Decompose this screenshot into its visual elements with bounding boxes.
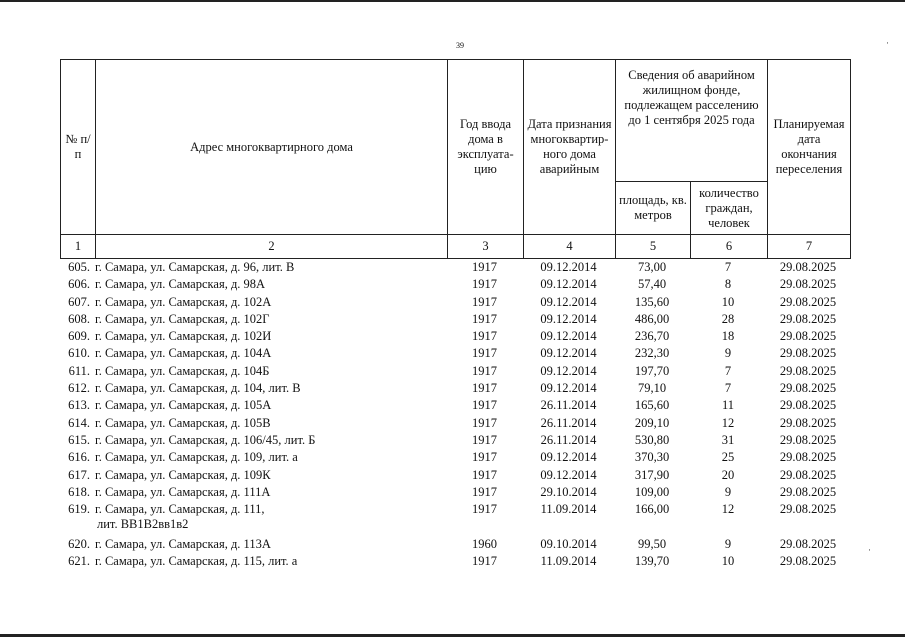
header-index-5: 5 (616, 235, 691, 259)
row-year: 1917 (472, 432, 497, 447)
header-index-3: 3 (448, 235, 524, 259)
header-num: № п/п (61, 60, 96, 235)
row-date: 11.09.2014 (540, 502, 597, 517)
row-year: 1917 (472, 484, 497, 499)
row-address (93, 260, 446, 277)
row-address (93, 537, 446, 554)
row-area: 166,00 (634, 502, 670, 517)
table-row (60, 295, 850, 312)
scan-speck: · (868, 545, 871, 555)
row-address-line: г. Самара, ул. Самарская, д. 104Б (95, 363, 270, 378)
row-area: 209,10 (634, 415, 670, 430)
row-address (93, 433, 446, 450)
row-number: 618. (68, 484, 90, 499)
row-end-date: 29.08.2025 (779, 537, 837, 552)
header-date: Дата признания многоквартир-ного дома аварийным (524, 60, 616, 235)
table-row (60, 450, 850, 467)
row-people: 7 (724, 363, 732, 378)
row-area: 99,50 (637, 537, 667, 552)
row-end-date: 29.08.2025 (779, 260, 837, 274)
row-area: 197,70 (634, 363, 670, 378)
row-number: 613. (68, 398, 90, 413)
row-date: 09.12.2014 (540, 346, 597, 361)
row-area: 370,30 (634, 450, 670, 465)
row-end-date: 29.08.2025 (779, 484, 837, 499)
row-end-date: 29.08.2025 (779, 467, 837, 482)
header-end-date: Планируемая дата окончания переселения (768, 60, 851, 235)
row-area: 165,60 (634, 398, 670, 413)
row-number: 620. (68, 537, 90, 552)
row-year: 1917 (472, 415, 497, 430)
row-year: 1917 (472, 346, 497, 361)
row-address-line: г. Самара, ул. Самарская, д. 111, (95, 502, 265, 517)
row-address (93, 416, 446, 433)
row-address-line: г. Самара, ул. Самарская, д. 115, лит. а (95, 554, 298, 569)
row-number: 619. (68, 502, 90, 517)
row-address-line: г. Самара, ул. Самарская, д. 104, лит. В (95, 381, 301, 396)
row-people: 12 (721, 502, 735, 517)
table-row (60, 537, 850, 554)
row-people: 12 (721, 415, 735, 430)
row-address (93, 502, 446, 537)
row-people: 31 (721, 432, 735, 447)
row-date: 09.12.2014 (540, 294, 597, 309)
row-year: 1960 (472, 537, 497, 552)
row-address (93, 329, 446, 346)
row-date: 09.12.2014 (540, 467, 597, 482)
table-row (60, 433, 850, 450)
row-year: 1917 (472, 502, 497, 517)
row-year: 1917 (472, 398, 497, 413)
row-people: 28 (721, 311, 735, 326)
row-number: 612. (68, 381, 90, 396)
table-row (60, 346, 850, 363)
row-area: 236,70 (634, 329, 670, 344)
header-index-2: 2 (96, 235, 448, 259)
table-row (60, 381, 850, 398)
header-index-4: 4 (524, 235, 616, 259)
row-address-line: г. Самара, ул. Самарская, д. 98А (95, 277, 266, 292)
row-year: 1917 (472, 311, 497, 326)
header-index-1: 1 (61, 235, 96, 259)
page-number: 39 (456, 41, 464, 50)
housing-table-body (60, 260, 850, 572)
row-date: 26.11.2014 (540, 398, 597, 413)
row-people: 11 (721, 398, 735, 413)
table-row (60, 502, 850, 537)
row-area: 317,90 (634, 467, 670, 482)
row-date: 26.11.2014 (540, 432, 597, 447)
row-year: 1917 (472, 294, 497, 309)
row-address (93, 295, 446, 312)
row-date: 11.09.2014 (540, 554, 597, 569)
row-end-date: 29.08.2025 (779, 346, 837, 361)
row-address (93, 277, 446, 294)
row-year: 1917 (472, 329, 497, 344)
row-people: 10 (721, 294, 735, 309)
row-address (93, 554, 446, 571)
row-end-date: 29.08.2025 (779, 363, 837, 378)
row-end-date: 29.08.2025 (779, 502, 837, 517)
row-date: 26.11.2014 (540, 415, 597, 430)
row-end-date: 29.08.2025 (779, 329, 837, 344)
row-number: 611. (68, 363, 90, 378)
row-year: 1917 (472, 554, 497, 569)
row-end-date: 29.08.2025 (779, 415, 837, 430)
header-address: Адрес многоквартирного дома (96, 60, 448, 235)
row-address (93, 398, 446, 415)
row-people: 10 (721, 554, 735, 569)
table-row (60, 416, 850, 433)
row-people: 9 (724, 484, 732, 499)
header-index-7: 7 (768, 235, 851, 259)
row-people: 25 (721, 450, 735, 465)
row-number: 606. (68, 277, 90, 292)
row-address (93, 450, 446, 467)
row-area: 73,00 (637, 260, 667, 274)
header-index-6: 6 (691, 235, 768, 259)
row-people: 7 (724, 381, 732, 396)
row-address-line: г. Самара, ул. Самарская, д. 105В (95, 415, 271, 430)
header-area: площадь, кв. метров (616, 182, 691, 235)
row-address (93, 381, 446, 398)
row-address-line: г. Самара, ул. Самарская, д. 104А (95, 346, 272, 361)
row-address (93, 364, 446, 381)
row-number: 615. (68, 432, 90, 447)
row-address-line: г. Самара, ул. Самарская, д. 105А (95, 398, 272, 413)
row-end-date: 29.08.2025 (779, 311, 837, 326)
row-people: 18 (721, 329, 735, 344)
row-year: 1917 (472, 467, 497, 482)
row-address-line: г. Самара, ул. Самарская, д. 113А (95, 537, 271, 552)
row-area: 109,00 (634, 484, 670, 499)
table-row (60, 398, 850, 415)
row-people: 7 (724, 260, 732, 274)
row-number: 614. (68, 415, 90, 430)
row-address-line: г. Самара, ул. Самарская, д. 96, лит. В (95, 260, 295, 274)
row-date: 09.10.2014 (540, 537, 597, 552)
row-year: 1917 (472, 277, 497, 292)
row-area: 139,70 (634, 554, 670, 569)
row-number: 609. (68, 329, 90, 344)
row-area: 530,80 (634, 432, 670, 447)
row-address-line: г. Самара, ул. Самарская, д. 106/45, лит. Б (95, 432, 316, 447)
row-date: 09.12.2014 (540, 311, 597, 326)
row-date: 09.12.2014 (540, 450, 597, 465)
page-bottom-edge (0, 634, 905, 637)
table-row (60, 485, 850, 502)
row-number: 610. (68, 346, 90, 361)
row-date: 09.12.2014 (540, 363, 597, 378)
row-end-date: 29.08.2025 (779, 294, 837, 309)
row-end-date: 29.08.2025 (779, 450, 837, 465)
table-row (60, 364, 850, 381)
table-header (60, 59, 851, 259)
table-row (60, 468, 850, 485)
row-number: 605. (68, 260, 90, 274)
row-address-line: г. Самара, ул. Самарская, д. 111А (95, 484, 271, 499)
row-address-line: г. Самара, ул. Самарская, д. 109, лит. а (95, 450, 298, 465)
row-year: 1917 (472, 260, 497, 274)
row-address (93, 485, 446, 502)
row-date: 09.12.2014 (540, 381, 597, 396)
row-end-date: 29.08.2025 (779, 381, 837, 396)
row-address-line: г. Самара, ул. Самарская, д. 102И (95, 329, 272, 344)
row-year: 1917 (472, 381, 497, 396)
header-info: Сведения об аварийном жилищном фонде, подлежащем расселению до 1 сентября 2025 года (616, 60, 768, 182)
row-number: 608. (68, 311, 90, 326)
row-date: 09.12.2014 (540, 277, 597, 292)
row-area: 486,00 (634, 311, 670, 326)
table-row (60, 277, 850, 294)
table-row (60, 312, 850, 329)
table-row (60, 260, 850, 277)
row-number: 616. (68, 450, 90, 465)
row-address-line: г. Самара, ул. Самарская, д. 102А (95, 294, 272, 309)
header-year: Год ввода дома в эксплуата-цию (448, 60, 524, 235)
row-year: 1917 (472, 363, 497, 378)
row-address (93, 346, 446, 363)
row-end-date: 29.08.2025 (779, 432, 837, 447)
table-row (60, 554, 850, 571)
row-address-line: г. Самара, ул. Самарская, д. 109К (95, 467, 271, 482)
row-address-line-2: лит. ВВ1В2вв1в2 (97, 517, 189, 532)
row-date: 29.10.2014 (540, 484, 597, 499)
row-address-line: г. Самара, ул. Самарская, д. 102Г (95, 311, 270, 326)
row-people: 20 (721, 467, 735, 482)
row-end-date: 29.08.2025 (779, 277, 837, 292)
row-date: 09.12.2014 (540, 260, 597, 274)
row-area: 57,40 (637, 277, 667, 292)
scan-speck: · (886, 38, 889, 48)
row-end-date: 29.08.2025 (779, 398, 837, 413)
row-area: 79,10 (637, 381, 667, 396)
table-row (60, 329, 850, 346)
row-people: 9 (724, 346, 732, 361)
row-area: 135,60 (634, 294, 670, 309)
row-area: 232,30 (634, 346, 670, 361)
row-end-date: 29.08.2025 (779, 554, 837, 569)
row-number: 621. (68, 554, 90, 569)
row-people: 8 (724, 277, 732, 292)
row-address (93, 468, 446, 485)
row-people: 9 (724, 537, 732, 552)
row-date: 09.12.2014 (540, 329, 597, 344)
row-number: 607. (68, 294, 90, 309)
header-people: количество граждан, человек (691, 182, 768, 235)
page-top-edge (0, 0, 905, 2)
row-number: 617. (68, 467, 90, 482)
row-year: 1917 (472, 450, 497, 465)
row-address (93, 312, 446, 329)
